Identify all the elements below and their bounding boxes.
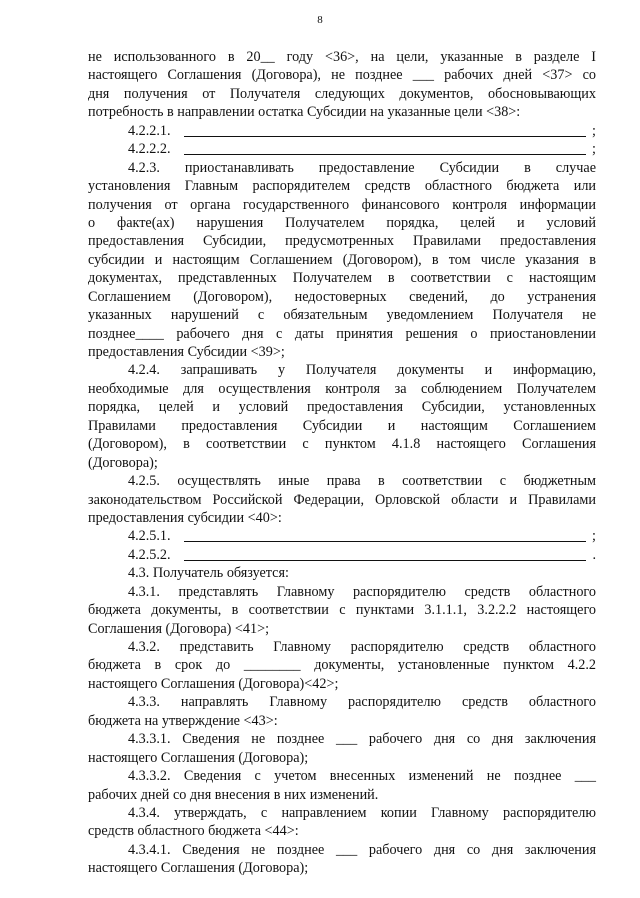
paragraph [88, 472, 596, 527]
text-line: предоставления Субсидии, предусмотренных Правилами предоставления [88, 233, 596, 250]
page-number: 8 [317, 14, 323, 26]
text-line: Соглашения (Договора) <41>; [88, 620, 270, 637]
text-line: (Договора); [88, 454, 158, 471]
fill-in-row [88, 527, 596, 545]
paragraph [88, 564, 596, 582]
text-line: настоящего Соглашения (Договора)<42>; [88, 675, 339, 692]
text-line: позднее____ рабочего дня с даты принятия решения о приостановлении [88, 325, 596, 342]
blank-underline [184, 541, 586, 542]
clause-number: 4.2.2.1. [128, 122, 171, 139]
text-line: 4.3.3. направлять Главному распорядителю средств областного [128, 694, 596, 711]
fill-in-line [88, 546, 596, 564]
text-line: предоставления Субсидии <39>; [88, 344, 285, 360]
paragraph [88, 693, 596, 730]
paragraph [88, 638, 596, 693]
clause-number: 4.2.5.2. [128, 546, 171, 563]
paragraph [88, 730, 596, 767]
text-line: 4.3.2. представить Главному распорядителю средств областного [128, 639, 596, 655]
text-line: настоящего Соглашения (Договора); [88, 749, 309, 766]
fill-in-row [88, 546, 596, 564]
line-end-punctuation: ; [592, 141, 596, 158]
text-line: документах, представленных Получателем в соответствии с настоящим [88, 270, 596, 287]
text-line: законодательством Российской Федерации, Орловской области и Правилами [88, 491, 596, 508]
text-line: средств областного бюджета <44>: [88, 823, 299, 840]
text-line: бюджета в срок до ________ документы, установленные пунктом 4.2.2 [88, 657, 596, 674]
text-line: потребность в направлении остатка Субсидии на указанные цели <38>: [88, 104, 521, 121]
blank-underline [184, 136, 586, 137]
text-line: 4.2.3. приостанавливать предоставление Субсидии в случае [128, 159, 596, 176]
document-body [88, 48, 596, 878]
text-line: 4.3.3.2. Сведения с учетом внесенных изменений не позднее ___ [128, 768, 596, 785]
text-line: рабочих дней со дня внесения в них изменений. [88, 786, 379, 803]
text-line: необходимые для осуществления контроля за соблюдением Получателем [88, 380, 596, 397]
text-line: предоставления субсидии <40>: [88, 509, 282, 526]
line-end-punctuation: . [592, 546, 596, 563]
text-line: 4.3. Получатель обязуется: [128, 565, 289, 582]
text-line: 4.3.3.1. Сведения не позднее ___ рабочего дня со дня заключения [128, 731, 596, 748]
text-line: 4.3.1. представлять Главному распорядителю средств областного [128, 583, 596, 600]
text-line: (Договором), в соответствии с пунктом 4.1.8 настоящего Соглашения [88, 436, 596, 453]
line-end-punctuation: ; [592, 122, 596, 139]
paragraph [88, 48, 596, 122]
text-line: получения от органа государственного финансового контроля информации [88, 196, 596, 213]
fill-in-line [88, 140, 596, 158]
text-line: субсидии и настоящим Соглашением (Договором), в том числе указания в [88, 251, 596, 268]
text-line: Правилами предоставления Субсидии и настоящим Соглашением [88, 417, 596, 434]
text-line: о факте(ах) нарушения Получателем порядка, целей и условий [88, 214, 596, 231]
text-line: указанных нарушений с обязательным уведомлением Получателя не [88, 307, 596, 324]
fill-in-row [88, 122, 596, 140]
fill-in-line [88, 122, 596, 140]
text-line: дня получения от Получателя следующих документов, обосновывающих [88, 85, 596, 102]
paragraph [88, 583, 596, 638]
paragraph [88, 804, 596, 841]
text-line: 4.3.4. утверждать, с направлением копии Главному распорядителю [128, 804, 596, 821]
text-line: настоящего Соглашения (Договора); [88, 860, 309, 877]
text-line: 4.3.4.1. Сведения не позднее ___ рабочего дня со дня заключения [128, 841, 596, 858]
clause-number: 4.2.5.1. [128, 528, 171, 545]
fill-in-row [88, 140, 596, 158]
text-line: установления Главным распорядителем средств областного бюджета или [88, 178, 596, 195]
paragraph [88, 767, 596, 804]
text-line: Соглашением (Договором), недостоверных сведений, до устранения [88, 288, 596, 305]
clause-number: 4.2.2.2. [128, 141, 171, 158]
text-line: бюджета на утверждение <43>: [88, 712, 278, 729]
text-line: 4.2.4. запрашивать у Получателя документы и информацию, [128, 362, 596, 379]
text-line: порядка, целей и условий предоставления Субсидии, установленных [88, 399, 596, 416]
paragraph [88, 841, 596, 878]
fill-in-line [88, 527, 596, 545]
text-line: 4.2.5. осуществлять иные права в соответствии с бюджетным [128, 473, 596, 490]
text-line: бюджета документы, в соответствии с пунктами 3.1.1.1, 3.2.2.2 настоящего [88, 602, 596, 619]
blank-underline [184, 154, 586, 155]
paragraph [88, 361, 596, 472]
line-end-punctuation: ; [592, 528, 596, 545]
text-line: не использованного в 20__ году <36>, на цели, указанные в разделе I [88, 49, 596, 65]
paragraph [88, 159, 596, 362]
blank-underline [184, 560, 586, 561]
text-line: настоящего Соглашения (Договора), не позднее ___ рабочих дней <37> со [88, 67, 596, 84]
